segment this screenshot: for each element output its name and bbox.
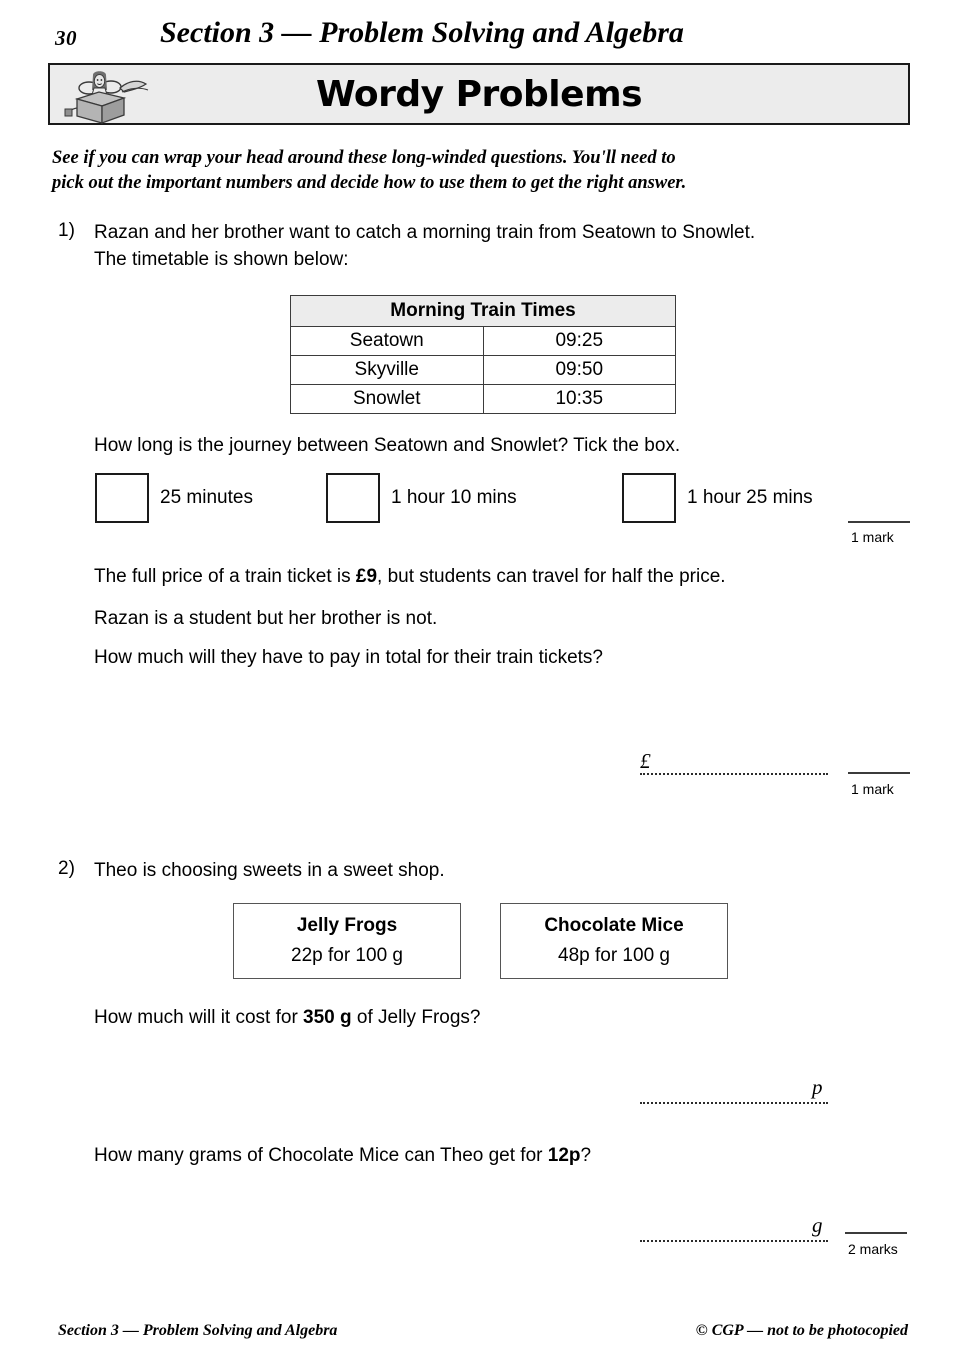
q2b-price: 12p <box>547 1145 581 1166</box>
train-timetable <box>290 295 676 414</box>
tickbox-label-1: 25 minutes <box>160 487 253 508</box>
q2b-intro: How many grams of Chocolate Mice can Theo get for <box>94 1145 548 1166</box>
station-name: Skyville <box>291 356 484 385</box>
question-1b-line-3: How much will they have to pay in total for their train tickets? <box>94 647 604 668</box>
tickbox-option-2[interactable] <box>326 473 380 523</box>
marks-label-1a: 1 mark <box>851 529 894 545</box>
table-row <box>291 385 676 414</box>
section-header: Section 3 — Problem Solving and Algebra <box>160 16 684 49</box>
mark-rule <box>848 772 910 774</box>
question-1-number: 1) <box>58 220 75 241</box>
question-1a-prompt: How long is the journey between Seatown and Snowlet? Tick the box. <box>94 435 681 456</box>
answer-unit-grams: g <box>812 1213 823 1237</box>
page-title: Wordy Problems <box>315 73 643 115</box>
q2a-outro: of Jelly Frogs? <box>351 1007 481 1028</box>
intro-line-1: See if you can wrap your head around these long-winded questions. You'll need to <box>52 148 676 168</box>
marks-label-1b: 1 mark <box>851 781 894 797</box>
question-2-line-1: Theo is choosing sweets in a sweet shop. <box>94 860 445 881</box>
ticket-price-outro: , but students can travel for half the price. <box>377 566 726 587</box>
station-name: Seatown <box>291 327 484 356</box>
q2a-intro: How much will it cost for <box>94 1007 304 1028</box>
question-1-line-1: Razan and her brother want to catch a morning train from Seatown to Snowlet. <box>94 222 756 243</box>
title-banner <box>48 63 910 125</box>
tickbox-option-1[interactable] <box>95 473 149 523</box>
marks-label-2: 2 marks <box>848 1241 898 1257</box>
ticket-price-intro: The full price of a train ticket is <box>94 566 356 587</box>
footer-section-label: Section 3 — Problem Solving and Algebra <box>58 1322 338 1339</box>
product-name: Chocolate Mice <box>544 915 684 936</box>
question-1b-line-1 <box>94 564 726 590</box>
table-row <box>291 356 676 385</box>
mark-rule <box>848 521 910 523</box>
answer-unit-pounds: £ <box>640 749 651 773</box>
question-1-line-2: The timetable is shown below: <box>94 249 349 270</box>
tickbox-label-2: 1 hour 10 mins <box>391 487 517 508</box>
answer-line-2b[interactable] <box>640 1240 828 1242</box>
product-card-jelly-frogs <box>233 903 461 979</box>
answer-line-1b[interactable] <box>640 773 828 775</box>
question-2-number: 2) <box>58 858 75 879</box>
q2b-outro: ? <box>580 1145 592 1166</box>
station-time: 09:50 <box>483 356 676 385</box>
question-2a-prompt <box>94 1005 480 1031</box>
table-row <box>291 327 676 356</box>
answer-unit-pence: p <box>812 1075 823 1099</box>
q2a-weight: 350 g <box>303 1007 352 1028</box>
mark-rule <box>845 1232 907 1234</box>
product-price: 48p for 100 g <box>558 945 670 966</box>
product-name: Jelly Frogs <box>296 915 398 936</box>
question-2b-prompt <box>94 1143 591 1169</box>
answer-line-2a[interactable] <box>640 1102 828 1104</box>
station-time: 10:35 <box>483 385 676 414</box>
question-1b-line-2: Razan is a student but her brother is not. <box>94 608 438 629</box>
intro-text <box>52 146 852 196</box>
product-price: 22p for 100 g <box>291 945 403 966</box>
intro-line-2: pick out the important numbers and decide how to use them to get the right answer. <box>52 173 687 193</box>
tickbox-option-3[interactable] <box>622 473 676 523</box>
tickbox-label-3: 1 hour 25 mins <box>687 487 813 508</box>
timetable-title: Morning Train Times <box>291 296 676 327</box>
footer-copyright: © CGP — not to be photocopied <box>695 1322 908 1339</box>
page-number: 30 <box>55 26 77 50</box>
ticket-price-value: £9 <box>355 566 378 587</box>
product-card-chocolate-mice <box>500 903 728 979</box>
station-time: 09:25 <box>483 327 676 356</box>
station-name: Snowlet <box>291 385 484 414</box>
table-header-row <box>291 296 676 327</box>
